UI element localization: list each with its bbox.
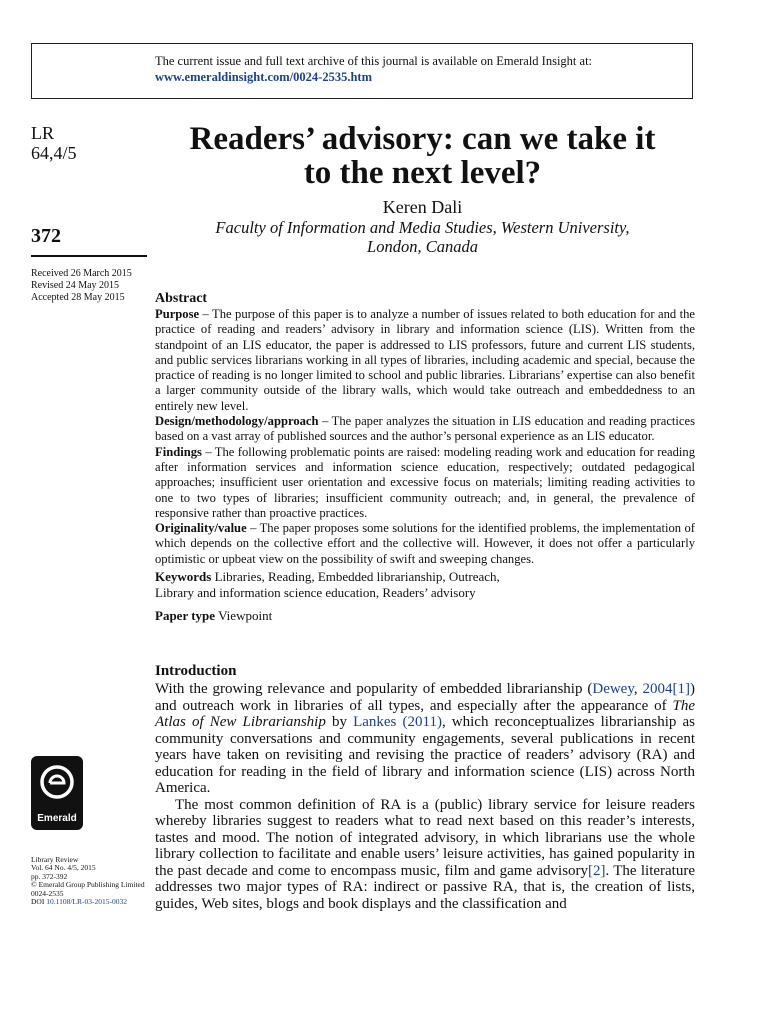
keywords-label: Keywords <box>155 569 212 585</box>
sidebar-divider <box>31 255 147 257</box>
logo-label: Emerald <box>37 813 77 824</box>
introduction-heading: Introduction <box>155 663 237 679</box>
accepted-date: Accepted 28 May 2015 <box>31 292 125 303</box>
journal-code: LR <box>31 123 55 143</box>
author-name: Keren Dali <box>382 197 463 217</box>
findings-text: – The following problematic points are raised: modeling reading work and education for reading after information services and information science education, respectively; outdated pedagogical approaches; insufficient user orientation and excessive focus on materials; limiting reading activities to one to two types of libraries; insufficient community outreach; and, in general, the prevalence of responsive rather than proactive practices. <box>155 444 695 520</box>
journal-abbreviation <box>31 123 77 163</box>
ref-lankes-link[interactable]: Lankes (2011) <box>353 714 442 730</box>
note-2-link[interactable]: [2] <box>588 862 606 879</box>
design-text: – The paper analyzes the situation in LIS education and reading practices based on a vast array of published sources and the author’s personal experience as an LIS educator. <box>155 414 695 444</box>
abstract-findings <box>155 445 695 521</box>
emerald-logo <box>31 756 83 830</box>
citation-journal: Library Review <box>31 855 79 864</box>
abstract-design <box>155 414 695 445</box>
ref-dewey-link[interactable]: Dewey <box>592 681 634 697</box>
keywords-line-2: Library and information science education, Readers’ advisory <box>155 584 476 600</box>
abstract-purpose <box>155 307 695 414</box>
citation-pages: pp. 372-392 <box>31 871 68 881</box>
findings-label: Findings <box>155 444 202 459</box>
introduction-section <box>155 663 695 912</box>
abstract-heading: Abstract <box>155 291 208 306</box>
intro-p1-text-a: With the growing relevance and popularity of embedded librarianship ( <box>155 681 593 697</box>
author-affiliation <box>150 218 695 256</box>
citation-block <box>31 856 151 906</box>
intro-p1-text-e: , which reconceptualizes librarianship as community conversations and community engagements, several publications in recent years have taken on revisiting and revising the practice of readers’ advisory (RA) and education for reading in the field of library and information science (LIS) across North America. <box>155 714 696 796</box>
affiliation-line-1: Faculty of Information and Media Studies, Western University, <box>215 218 630 237</box>
originality-label: Originality/value <box>155 521 247 536</box>
access-banner <box>31 43 693 99</box>
article-dates <box>31 268 132 304</box>
citation-doi <box>31 898 151 906</box>
originality-text: – The paper proposes some solutions for the identified problems, the implementation of which depends on the collective effort and the collective will. However, it does not offer a particularly optimistic or upbeat view on the possibility of swift and sweeping changes. <box>155 521 695 566</box>
received-date: Received 26 March 2015 <box>31 268 132 279</box>
intro-paragraph-2 <box>155 797 695 913</box>
paper-type-label: Paper type <box>155 608 216 624</box>
keywords-line-1: Libraries, Reading, Embedded librarianship, Outreach, <box>211 569 500 585</box>
page-number: 372 <box>31 225 61 247</box>
emerald-logo-icon <box>39 764 75 804</box>
ref-dewey-year-link[interactable]: 2004 <box>642 681 673 697</box>
citation-issn: 0024-2535 <box>31 888 64 898</box>
volume-issue: 64,4/5 <box>31 143 77 163</box>
purpose-label: Purpose <box>155 307 200 321</box>
keywords <box>155 569 695 600</box>
book-title: The Atlas of New Librarianship <box>155 697 695 730</box>
doi-link[interactable]: 10.1108/LR-03-2015-0032 <box>46 897 127 907</box>
intro-p1-text-b: , <box>633 681 643 697</box>
intro-p1-text-c: ) and outreach work in libraries of all types, and especially after the appearance of <box>155 681 696 714</box>
citation-copyright: © Emerald Group Publishing Limited <box>31 880 145 890</box>
paper-type-text: Viewpoint <box>215 608 273 624</box>
intro-p2-text-b: . The literature addresses two major types of RA: indirect or passive RA, that is, the creation of lists, guides, Web sites, blogs and book displays and the classification and <box>155 862 695 912</box>
article-title <box>150 122 695 190</box>
title-line-1: Readers’ advisory: can we take it <box>189 121 656 157</box>
design-label: Design/methodology/approach <box>155 414 319 429</box>
note-1-link[interactable]: [1] <box>672 681 691 697</box>
citation-volume: Vol. 64 No. 4/5, 2015 <box>31 863 96 873</box>
intro-p2-text-a: The most common definition of RA is a (public) library service for leisure readers whereby libraries suggest to readers what to read next based on this reader’s interests, tastes and mood. The notion of integrated advisory, in which librarians use the whole library collection to facilitate and enable users’ leisure activities, has gained popularity in the past decade and come to encompass music, film and game advisory <box>155 796 695 879</box>
revised-date: Revised 24 May 2015 <box>31 280 120 291</box>
doi-label: DOI <box>31 897 45 907</box>
journal-url-link[interactable]: www.emeraldinsight.com/0024-2535.htm <box>155 70 372 84</box>
paper-type <box>155 608 695 623</box>
abstract-originality <box>155 521 695 567</box>
abstract-section <box>155 290 695 623</box>
title-line-2: to the next level? <box>303 155 542 191</box>
affiliation-line-2: London, Canada <box>367 237 478 256</box>
intro-p1-text-d: by <box>325 714 354 730</box>
access-notice: The current issue and full text archive of this journal is available on Emerald Insight at: <box>155 54 593 68</box>
purpose-text: – The purpose of this paper is to analyze a number of issues related to both education for and the practice of reading and readers’ advisory in library and information science (LIS). Written from the standpoint of an LIS educator, the paper is addressed to LIS professors, future and current LIS students, and public services librarians working in all types of libraries, including academic and special, because the practice of reading is no longer limited to school and public libraries. Librarians’ expertise can also benefit a larger community outside of the library walls, which would take outreach and embeddedness to an entirely new level. <box>155 307 695 413</box>
intro-paragraph-1 <box>155 681 695 797</box>
